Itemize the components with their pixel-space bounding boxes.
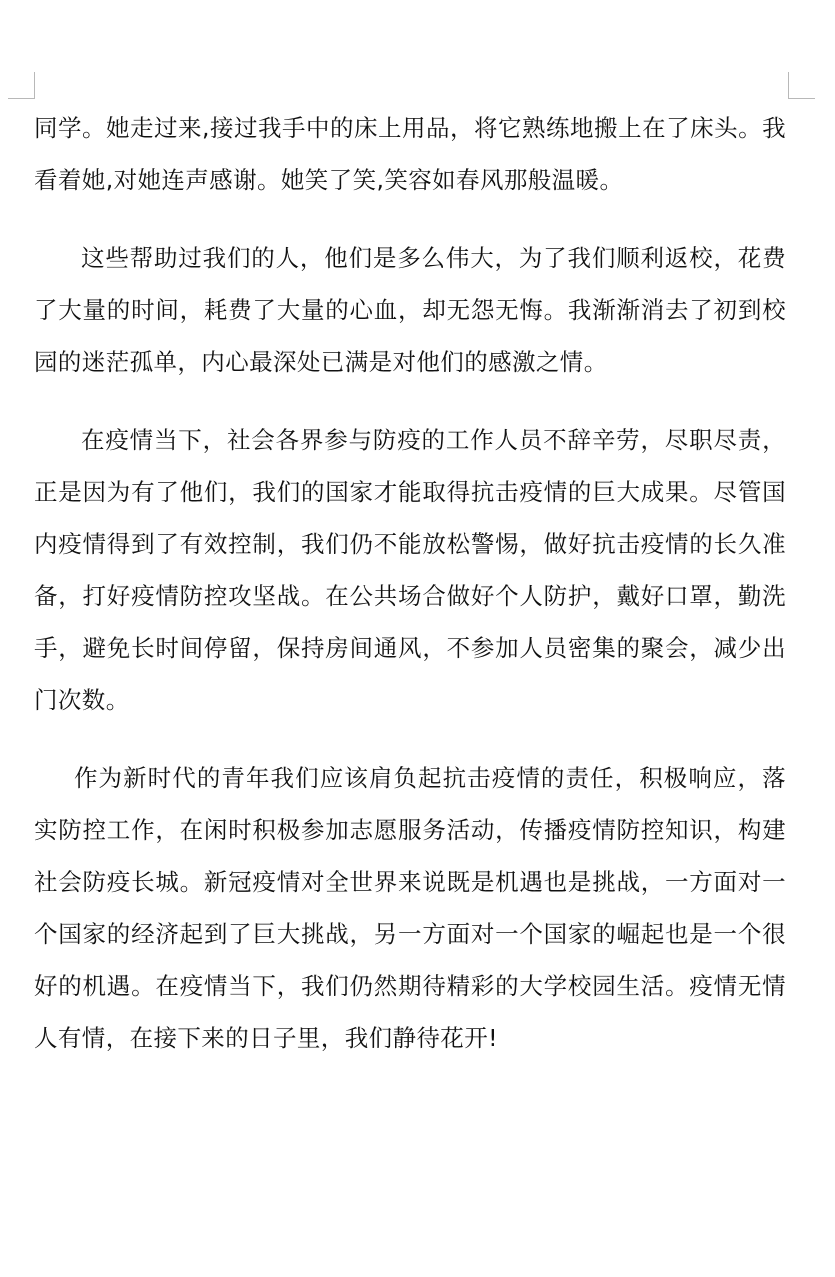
document-body[interactable] (34, 102, 786, 1064)
paragraph-spacer (34, 726, 786, 752)
paragraph-spacer (34, 388, 786, 414)
paragraph-1[interactable]: 同学。她走过来,接过我手中的床上用品，将它熟练地搬上在了床头。我看着她,对她连声感谢。她笑了笑,笑容如春风那般温暖。 (34, 114, 786, 194)
paragraph-3[interactable]: 在疫情当下，社会各界参与防疫的工作人员不辞辛劳，尽职尽责，正是因为有了他们，我们的国家才能取得抗击疫情的巨大成果。尽管国内疫情得到了有效控制，我们仍不能放松警惕，做好抗击疫情的长久准备，打好疫情防控攻坚战。在公共场合做好个人防护，戴好口罩，勤洗手，避免长时间停留，保持房间通风，不参加人员密集的聚会，减少出门次数。 (34, 426, 786, 714)
paragraph-spacer (34, 206, 786, 232)
paragraph-2[interactable]: 这些帮助过我们的人，他们是多么伟大，为了我们顺利返校，花费了大量的时间，耗费了大量的心血，却无怨无悔。我渐渐消去了初到校园的迷茫孤单，内心最深处已满是对他们的感激之情。 (34, 244, 786, 376)
margin-corner-mark-right (788, 72, 815, 99)
margin-corner-mark-left (8, 72, 35, 99)
paragraph-4[interactable]: 作为新时代的青年我们应该肩负起抗击疫情的责任，积极响应，落实防控工作，在闲时积极参加志愿服务活动，传播疫情防控知识，构建社会防疫长城。新冠疫情对全世界来说既是机遇也是挑战，一方面对一个国家的经济起到了巨大挑战，另一方面对一个国家的崛起也是一个很好的机遇。在疫情当下，我们仍然期待精彩的大学校园生活。疫情无情人有情，在接下来的日子里，我们静待花开! (34, 764, 786, 1052)
